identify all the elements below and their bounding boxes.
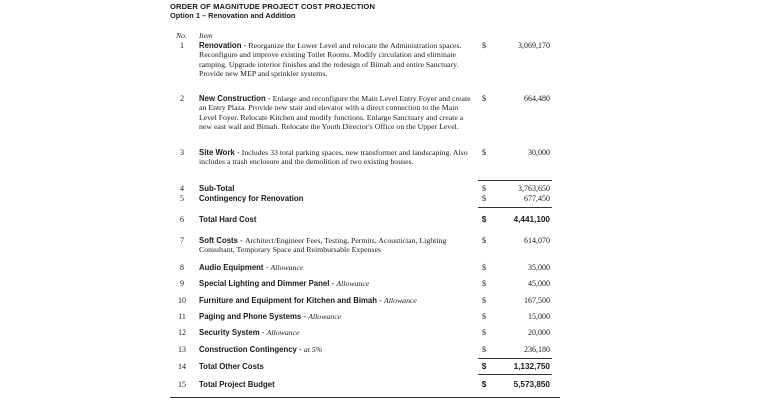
currency-symbol: $ (482, 94, 486, 103)
row-detail: Allowance (266, 328, 300, 337)
row-amount: 35,000 (528, 263, 550, 272)
row-detail: Allowance (336, 279, 370, 288)
row-number: 2 (180, 94, 184, 103)
row-label: Audio Equipment (199, 263, 264, 272)
row-amount: 15,000 (528, 312, 550, 321)
row-number: 5 (180, 194, 184, 203)
row-description: Special Lighting and Dimmer Panel - Allowance (199, 279, 370, 288)
row-label: Sub-Total (199, 184, 235, 193)
row-label: Soft Costs (199, 236, 238, 245)
row-description: Paging and Phone Systems - Allowance (199, 312, 342, 321)
document-subtitle: Option 1 – Renovation and Addition (170, 11, 296, 20)
row-detail: Allowance (308, 312, 342, 321)
row-description: Construction Contingency - at 5% (199, 345, 323, 354)
row-label: Renovation (199, 41, 242, 50)
currency-symbol: $ (482, 263, 486, 272)
row-label: Total Project Budget (199, 380, 275, 389)
row-label: Site Work (199, 148, 235, 157)
row-label: Security System (199, 328, 260, 337)
row-description (199, 184, 471, 193)
currency-symbol: $ (482, 345, 486, 354)
row-description: Soft Costs - Architect/Engineer Fees, Testing, Permits, Acoustician, Lighting Consultant, Temporary Space and Reimbursable Expenses (199, 236, 447, 255)
currency-symbol: $ (481, 362, 487, 371)
currency-symbol: $ (482, 184, 486, 193)
row-number: 6 (180, 215, 184, 224)
row-number: 10 (178, 296, 186, 305)
hard-cost-rule (478, 207, 552, 208)
row-detail: Reorganize the Lower Level and relocate the Administration spaces. Reconfigure and improve existing Toilet Rooms. Modify circulation and eliminate ramping. Upgrade interior finishes and the redesign of Bimah and entire Sanctuary. Provide new MEP and sprinkler systems. (199, 41, 462, 79)
currency-symbol: $ (482, 41, 486, 50)
row-number: 1 (180, 41, 184, 50)
currency-symbol: $ (481, 380, 487, 389)
column-header-item: Item (199, 31, 213, 40)
row-description: Security System - Allowance (199, 328, 300, 337)
row-number: 14 (178, 362, 186, 371)
row-number: 4 (180, 184, 184, 193)
currency-symbol: $ (482, 236, 486, 245)
row-description (199, 362, 471, 371)
currency-symbol: $ (482, 312, 486, 321)
row-detail: Architect/Engineer Fees, Testing, Permits, Acoustician, Lighting Consultant, Temporary Space and Reimbursable Expenses (199, 236, 447, 255)
row-number: 12 (178, 328, 186, 337)
document-title: ORDER OF MAGNITUDE PROJECT COST PROJECTION (170, 2, 376, 11)
row-amount: 20,000 (528, 328, 550, 337)
row-detail: at 5% (303, 345, 323, 354)
row-label: Total Hard Cost (199, 215, 257, 224)
row-amount: 45,000 (528, 279, 550, 288)
row-amount: 3,069,170 (518, 41, 550, 50)
row-number: 3 (180, 148, 184, 157)
subtotal-rule (478, 180, 552, 181)
row-detail: Includes 33 total parking spaces, new transformer and landscaping. Also includes a trash enclosure and the demolition of two existing houses. (199, 148, 468, 167)
row-description (199, 380, 471, 389)
row-amount: 3,763,650 (518, 184, 550, 193)
row-number: 13 (178, 345, 186, 354)
currency-symbol: $ (482, 279, 486, 288)
row-label: New Construction (199, 94, 266, 103)
row-number: 15 (178, 380, 186, 389)
row-description (199, 215, 471, 224)
row-amount: 167,500 (524, 296, 550, 305)
row-amount: 5,573,850 (513, 380, 550, 389)
row-label: Total Other Costs (199, 362, 264, 371)
row-number: 7 (180, 236, 184, 245)
currency-symbol: $ (481, 215, 487, 224)
currency-symbol: $ (482, 328, 486, 337)
row-description: Audio Equipment - Allowance (199, 263, 304, 272)
row-description (199, 194, 471, 203)
row-detail: Allowance (270, 263, 304, 272)
other-costs-rule (478, 358, 552, 359)
row-detail: Enlarge and reconfigure the Main Level Entry Foyer and create an Entry Plaza. Provide new stair and elevator with a direct connection to the Main Level Foyer. Relocate Kitchen and modify functions. Enlarge Sanctuary and create a new east wall and Bimah. Relocate the Youth Director's Office on the Upper Level. (199, 94, 471, 132)
row-description: Furniture and Equipment for Kitchen and Bimah - Allowance (199, 296, 417, 305)
row-detail: Allowance (383, 296, 417, 305)
bottom-rule (170, 397, 560, 398)
row-description: Renovation - Reorganize the Lower Level and relocate the Administration spaces. Reconfigure and improve existing Toilet Rooms. Modify circulation and eliminate ramping. Upgrade interior finishes and the redesign of Bimah and entire Sanctuary. Provide new MEP and sprinkler systems. (199, 41, 462, 79)
row-description: Site Work - Includes 33 total parking spaces, new transformer and landscaping. Also includes a trash enclosure and the demolition of two existing houses. (199, 148, 468, 167)
row-amount: 30,000 (528, 148, 550, 157)
currency-symbol: $ (482, 194, 486, 203)
row-label: Paging and Phone Systems (199, 312, 302, 321)
row-label: Furniture and Equipment for Kitchen and Bimah (199, 296, 378, 305)
currency-symbol: $ (482, 296, 486, 305)
row-amount: 4,441,100 (513, 215, 550, 224)
row-amount: 614,070 (524, 236, 550, 245)
row-amount: 236,180 (524, 345, 550, 354)
budget-rule (478, 374, 552, 375)
row-amount: 677,450 (524, 194, 550, 203)
column-header-number: No. (176, 31, 187, 40)
currency-symbol: $ (482, 148, 486, 157)
row-number: 9 (180, 279, 184, 288)
row-number: 8 (180, 263, 184, 272)
row-label: Contingency for Renovation (199, 194, 304, 203)
row-description: New Construction - Enlarge and reconfigure the Main Level Entry Foyer and create an Entry Plaza. Provide new stair and elevator with a direct connection to the Main Level Foyer. Relocate Kitchen and modify functions. Enlarge Sanctuary and create a new east wall and Bimah. Relocate the Youth Director's Office on the Upper Level. (199, 94, 471, 132)
row-label: Construction Contingency (199, 345, 297, 354)
row-label: Special Lighting and Dimmer Panel (199, 279, 330, 288)
row-amount: 1,132,750 (513, 362, 550, 371)
row-amount: 664,480 (524, 94, 550, 103)
row-number: 11 (178, 312, 186, 321)
